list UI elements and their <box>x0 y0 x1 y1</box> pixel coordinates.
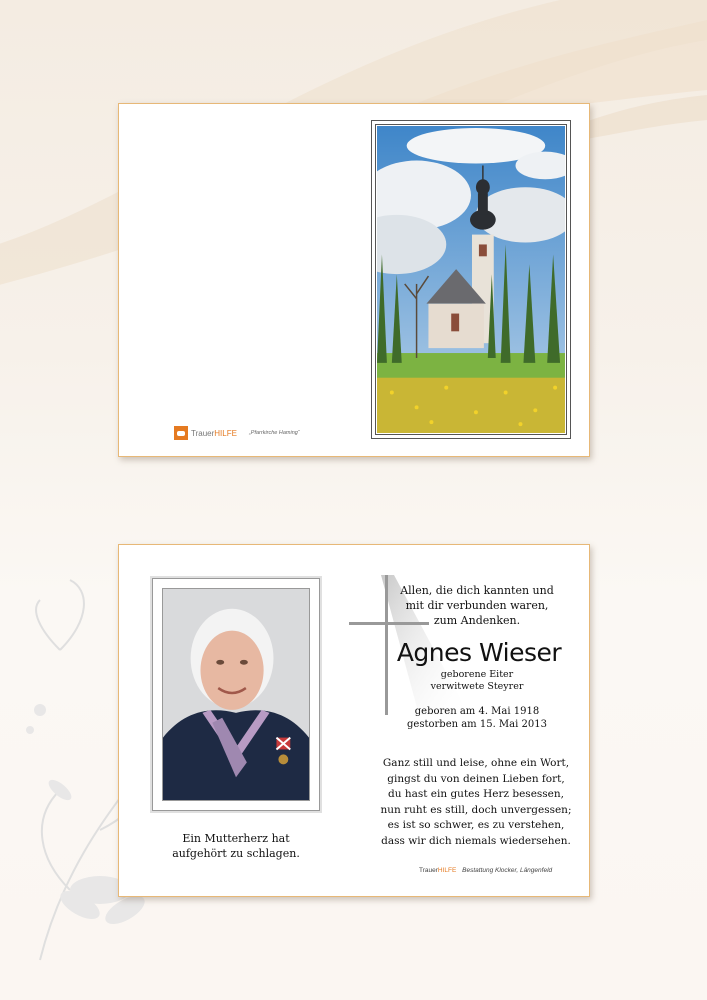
brand-name-part2: HILFE <box>214 428 237 438</box>
image-caption: „Pfarrkirche Haming“ <box>248 430 300 436</box>
church-photo-frame <box>371 120 571 439</box>
trauerhilfe-logo-icon <box>174 426 188 440</box>
brand-name-part1: Trauer <box>191 428 215 438</box>
trauerhilfe-footer <box>419 867 552 874</box>
intro-text: Allen, die dich kannten und mit dir verbunden waren, zum Andenken. <box>400 584 554 627</box>
trauerhilfe-logo <box>174 426 300 440</box>
memorial-card-front <box>118 103 590 457</box>
maiden-name: geborene Eiter verwitwete Steyrer <box>430 669 524 692</box>
church-photo <box>377 126 565 433</box>
brand-name-part2: HILFE <box>437 867 457 874</box>
deceased-name: Agnes Wieser <box>396 638 562 667</box>
memorial-poem: Ganz still und leise, ohne ein Wort, gingst du von deinen Lieben fort, du hast ein gutes Herz besessen, nun ruht es still, doch unvergessen; es ist so schwer, es zu verstehen, dass wir dich niemals wiedersehen. <box>380 757 572 847</box>
portrait-frame <box>152 578 320 811</box>
portrait-photo <box>163 589 309 800</box>
memorial-card-inside <box>118 544 590 897</box>
brand-name-part1: Trauer <box>419 867 438 874</box>
funeral-home-credit: Bestattung Klocker, Längenfeld <box>462 867 553 874</box>
life-dates: geboren am 4. Mai 1918 gestorben am 15. Mai 2013 <box>407 706 547 730</box>
left-verse: Ein Mutterherz hat aufgehört zu schlagen. <box>172 832 300 860</box>
